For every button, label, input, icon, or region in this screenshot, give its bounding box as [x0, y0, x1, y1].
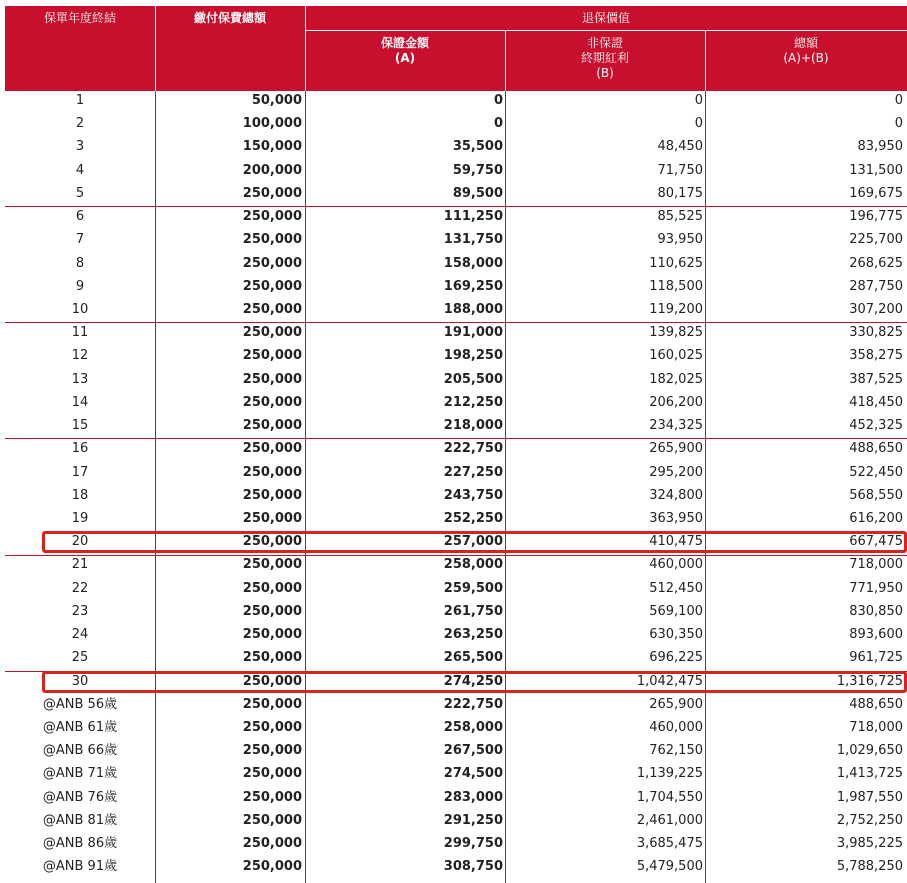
- guaranteed-cell: 267,500: [443, 743, 503, 759]
- table-row: [5, 693, 907, 716]
- non-guaranteed-cell: 569,100: [649, 603, 703, 619]
- guaranteed-cell: 188,000: [443, 302, 503, 317]
- policy-year-cell: 9: [75, 278, 85, 294]
- total-cell: 2,752,250: [836, 812, 903, 828]
- non-guaranteed-cell: 80,175: [657, 185, 703, 201]
- total-cell: 771,950: [849, 580, 903, 596]
- header-divider: [305, 30, 907, 31]
- table-row: [5, 298, 907, 321]
- table-row: [5, 252, 907, 275]
- table-row: [5, 739, 907, 762]
- premium-cell: 250,000: [242, 696, 302, 712]
- premium-cell: 250,000: [242, 580, 302, 596]
- policy-year-cell: 18: [71, 487, 89, 503]
- premium-cell: 250,000: [242, 836, 302, 851]
- non-guaranteed-cell: 0: [694, 116, 703, 132]
- non-guaranteed-cell: 110,625: [649, 255, 703, 271]
- policy-year-cell: @ANB 91歲: [42, 859, 118, 875]
- non-guaranteed-cell: 460,000: [649, 719, 703, 735]
- guaranteed-cell: 191,000: [443, 325, 503, 341]
- premium-cell: 250,000: [242, 766, 302, 782]
- guaranteed-cell: 89,500: [452, 185, 503, 201]
- premium-cell: 250,000: [242, 487, 302, 503]
- guaranteed-cell: 218,000: [443, 418, 503, 434]
- policy-year-cell: 21: [71, 557, 89, 573]
- total-cell: 131,500: [849, 162, 903, 178]
- policy-year-cell: @ANB 61歲: [42, 719, 118, 735]
- non-guaranteed-cell: 0: [694, 93, 703, 108]
- premium-cell: 250,000: [242, 325, 302, 341]
- header-non-guaranteed-line1: 非保證: [586, 36, 623, 50]
- non-guaranteed-cell: 85,525: [657, 209, 703, 225]
- guaranteed-cell: 222,750: [443, 696, 503, 712]
- total-cell: 667,475: [849, 534, 903, 550]
- guaranteed-cell: 212,250: [443, 394, 503, 410]
- table-row: [5, 112, 907, 135]
- premium-cell: 250,000: [242, 812, 302, 828]
- total-cell: 196,775: [849, 209, 903, 225]
- table-row: [5, 809, 907, 832]
- premium-cell: 250,000: [242, 302, 302, 317]
- policy-year-cell: 7: [75, 232, 85, 248]
- policy-year-cell: 24: [71, 627, 89, 643]
- total-cell: 522,450: [849, 464, 903, 480]
- table-row: [5, 646, 907, 669]
- total-cell: 718,000: [849, 719, 903, 735]
- premium-cell: 50,000: [251, 93, 302, 108]
- table-row: [5, 275, 907, 298]
- non-guaranteed-cell: 265,900: [649, 441, 703, 457]
- policy-year-cell: @ANB 76歲: [42, 789, 118, 805]
- total-cell: 83,950: [857, 139, 903, 155]
- premium-cell: 250,000: [242, 650, 302, 666]
- premium-cell: 250,000: [242, 464, 302, 480]
- policy-year-cell: 6: [75, 209, 85, 225]
- header-surrender-value: 退保價值: [581, 11, 630, 25]
- non-guaranteed-cell: 93,950: [657, 232, 703, 248]
- non-guaranteed-cell: 139,825: [649, 325, 703, 341]
- non-guaranteed-cell: 696,225: [649, 650, 703, 666]
- guaranteed-cell: 291,250: [443, 812, 503, 828]
- header-guaranteed-line2: (A): [394, 51, 416, 65]
- premium-cell: 250,000: [242, 557, 302, 573]
- total-cell: 358,275: [849, 348, 903, 364]
- table-row: [5, 135, 907, 158]
- guaranteed-cell: 261,750: [443, 603, 503, 619]
- guaranteed-cell: 0: [493, 93, 503, 108]
- premium-cell: 250,000: [242, 859, 302, 875]
- non-guaranteed-cell: 363,950: [649, 511, 703, 526]
- table-row: [5, 716, 907, 739]
- guaranteed-cell: 169,250: [443, 278, 503, 294]
- premium-cell: 250,000: [242, 789, 302, 805]
- non-guaranteed-cell: 3,685,475: [636, 836, 703, 851]
- non-guaranteed-cell: 324,800: [649, 487, 703, 503]
- premium-cell: 200,000: [242, 162, 302, 178]
- table-row: [5, 182, 907, 205]
- non-guaranteed-cell: 410,475: [649, 534, 703, 550]
- table-row: [5, 530, 907, 553]
- guaranteed-cell: 259,500: [443, 580, 503, 596]
- table-row: [5, 321, 907, 344]
- premium-cell: 250,000: [242, 534, 302, 550]
- policy-year-cell: 15: [71, 418, 89, 434]
- total-cell: 830,850: [849, 603, 903, 619]
- policy-year-cell: @ANB 86歲: [42, 836, 118, 851]
- header-total: [705, 36, 907, 66]
- total-cell: 307,200: [849, 302, 903, 317]
- table-row: [5, 461, 907, 484]
- table-header: [5, 6, 907, 91]
- table-row: [5, 159, 907, 182]
- total-cell: 893,600: [849, 627, 903, 643]
- premium-cell: 250,000: [242, 673, 302, 689]
- premium-cell: 100,000: [242, 116, 302, 132]
- premium-cell: 250,000: [242, 232, 302, 248]
- policy-year-cell: 20: [71, 534, 89, 550]
- table-row: [5, 228, 907, 251]
- non-guaranteed-cell: 118,500: [649, 278, 703, 294]
- non-guaranteed-cell: 234,325: [649, 418, 703, 434]
- total-cell: 0: [894, 116, 903, 132]
- guaranteed-cell: 258,000: [443, 719, 503, 735]
- total-cell: 488,650: [849, 441, 903, 457]
- policy-year-cell: @ANB 71歲: [42, 766, 118, 782]
- premium-cell: 250,000: [242, 719, 302, 735]
- total-cell: 616,200: [849, 511, 903, 526]
- premium-cell: 250,000: [242, 418, 302, 434]
- premium-cell: 150,000: [242, 139, 302, 155]
- guaranteed-cell: 111,250: [443, 209, 503, 225]
- premium-cell: 250,000: [242, 743, 302, 759]
- total-cell: 3,985,225: [836, 836, 903, 851]
- guaranteed-cell: 274,500: [443, 766, 503, 782]
- policy-year-cell: 2: [75, 116, 85, 132]
- policy-year-cell: 3: [75, 139, 85, 155]
- header-non-guaranteed-line3: (B): [596, 66, 614, 80]
- total-cell: 961,725: [849, 650, 903, 666]
- policy-year-cell: 11: [71, 325, 89, 341]
- premium-cell: 250,000: [242, 348, 302, 364]
- premium-cell: 250,000: [242, 371, 302, 387]
- guaranteed-cell: 243,750: [443, 487, 503, 503]
- non-guaranteed-cell: 206,200: [649, 394, 703, 410]
- non-guaranteed-cell: 2,461,000: [636, 812, 703, 828]
- premium-cell: 250,000: [242, 209, 302, 225]
- policy-year-cell: @ANB 66歲: [42, 743, 118, 759]
- header-non-guaranteed: [505, 36, 705, 81]
- guaranteed-cell: 59,750: [452, 162, 503, 178]
- total-cell: 330,825: [849, 325, 903, 341]
- non-guaranteed-cell: 265,900: [649, 696, 703, 712]
- table-row: [5, 205, 907, 228]
- guaranteed-cell: 222,750: [443, 441, 503, 457]
- non-guaranteed-cell: 5,479,500: [636, 859, 703, 875]
- guaranteed-cell: 257,000: [443, 534, 503, 550]
- guaranteed-cell: 35,500: [452, 139, 503, 155]
- table-row: [5, 832, 907, 855]
- total-cell: 1,413,725: [836, 766, 903, 782]
- table-row: [5, 391, 907, 414]
- non-guaranteed-cell: 182,025: [649, 371, 703, 387]
- table-row: [5, 670, 907, 693]
- guaranteed-cell: 198,250: [443, 348, 503, 364]
- non-guaranteed-cell: 295,200: [649, 464, 703, 480]
- table-row: [5, 414, 907, 437]
- policy-year-cell: 30: [71, 673, 89, 689]
- policy-year-cell: @ANB 56歲: [42, 696, 118, 712]
- table-row: [5, 437, 907, 460]
- premium-cell: 250,000: [242, 511, 302, 526]
- guaranteed-cell: 299,750: [443, 836, 503, 851]
- non-guaranteed-cell: 512,450: [649, 580, 703, 596]
- header-guaranteed-line1: 保證金額: [380, 36, 429, 50]
- guaranteed-cell: 0: [493, 116, 503, 132]
- premium-cell: 250,000: [242, 603, 302, 619]
- policy-year-cell: 4: [75, 162, 85, 178]
- table-row: [5, 484, 907, 507]
- policy-year-cell: 22: [71, 580, 89, 596]
- non-guaranteed-cell: 71,750: [657, 162, 703, 178]
- premium-cell: 250,000: [242, 255, 302, 271]
- table-row: [5, 368, 907, 391]
- guaranteed-cell: 308,750: [443, 859, 503, 875]
- guaranteed-cell: 283,000: [443, 789, 503, 805]
- guaranteed-cell: 258,000: [443, 557, 503, 573]
- total-cell: 225,700: [849, 232, 903, 248]
- total-cell: 0: [894, 93, 903, 108]
- policy-year-cell: 16: [71, 441, 89, 457]
- guaranteed-cell: 265,500: [443, 650, 503, 666]
- non-guaranteed-cell: 460,000: [649, 557, 703, 573]
- total-cell: 268,625: [849, 255, 903, 271]
- policy-year-cell: 10: [71, 302, 89, 317]
- total-cell: 1,987,550: [836, 789, 903, 805]
- total-cell: 568,550: [849, 487, 903, 503]
- header-policy-year: 保單年度終結: [43, 11, 116, 25]
- non-guaranteed-cell: 1,704,550: [636, 789, 703, 805]
- header-guaranteed: [305, 36, 505, 66]
- policy-year-cell: 19: [71, 511, 89, 526]
- policy-year-cell: 13: [71, 371, 89, 387]
- table-row: [5, 344, 907, 367]
- policy-year-cell: 5: [75, 185, 85, 201]
- policy-year-cell: 1: [75, 93, 85, 108]
- total-cell: 452,325: [849, 418, 903, 434]
- header-total-line2: (A)+(B): [783, 51, 829, 65]
- guaranteed-cell: 131,750: [443, 232, 503, 248]
- premium-cell: 250,000: [242, 278, 302, 294]
- table-row: [5, 855, 907, 878]
- non-guaranteed-cell: 630,350: [649, 627, 703, 643]
- premium-cell: 250,000: [242, 185, 302, 201]
- header-non-guaranteed-line2: 終期紅利: [580, 51, 629, 65]
- total-cell: 387,525: [849, 371, 903, 387]
- table-row: [5, 786, 907, 809]
- table-row: [5, 507, 907, 530]
- total-cell: 718,000: [849, 557, 903, 573]
- non-guaranteed-cell: 1,042,475: [636, 673, 703, 689]
- total-cell: 5,788,250: [836, 859, 903, 875]
- total-cell: 169,675: [849, 185, 903, 201]
- total-cell: 418,450: [849, 394, 903, 410]
- policy-year-cell: 14: [71, 394, 89, 410]
- policy-year-cell: @ANB 81歲: [42, 812, 118, 828]
- guaranteed-cell: 227,250: [443, 464, 503, 480]
- policy-year-cell: 12: [71, 348, 89, 364]
- policy-year-cell: 8: [75, 255, 85, 271]
- non-guaranteed-cell: 160,025: [649, 348, 703, 364]
- non-guaranteed-cell: 1,139,225: [636, 766, 703, 782]
- table-row: [5, 577, 907, 600]
- table-row: [5, 600, 907, 623]
- guaranteed-cell: 263,250: [443, 627, 503, 643]
- table-row: [5, 89, 907, 112]
- premium-cell: 250,000: [242, 441, 302, 457]
- non-guaranteed-cell: 119,200: [649, 302, 703, 317]
- table-row: [5, 762, 907, 785]
- header-total-line1: 總額: [793, 36, 818, 50]
- guaranteed-cell: 274,250: [443, 673, 503, 689]
- table-row: [5, 623, 907, 646]
- total-cell: 287,750: [849, 278, 903, 294]
- non-guaranteed-cell: 48,450: [657, 139, 703, 155]
- policy-year-cell: 17: [71, 464, 89, 480]
- premium-cell: 250,000: [242, 627, 302, 643]
- total-cell: 1,316,725: [836, 673, 903, 689]
- premium-cell: 250,000: [242, 394, 302, 410]
- total-cell: 488,650: [849, 696, 903, 712]
- policy-year-cell: 23: [71, 603, 89, 619]
- guaranteed-cell: 252,250: [443, 511, 503, 526]
- non-guaranteed-cell: 762,150: [649, 743, 703, 759]
- policy-year-cell: 25: [71, 650, 89, 666]
- header-total-premium: 繳付保費總額: [193, 11, 266, 25]
- guaranteed-cell: 205,500: [443, 371, 503, 387]
- guaranteed-cell: 158,000: [443, 255, 503, 271]
- table-row: [5, 553, 907, 576]
- total-cell: 1,029,650: [836, 743, 903, 759]
